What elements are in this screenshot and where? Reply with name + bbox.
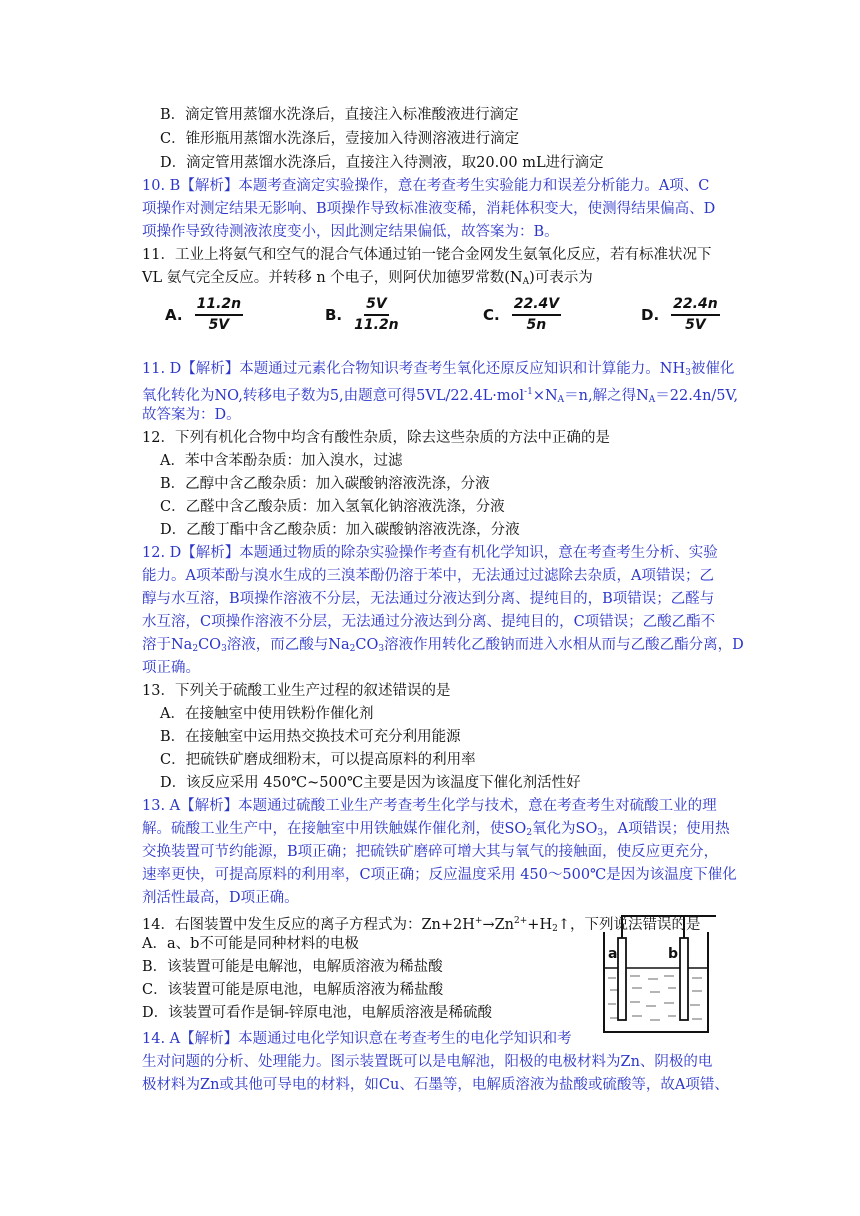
q12-option-a: A．苯中含苯酚杂质：加入溴水，过滤	[160, 453, 403, 469]
subscript: A	[557, 395, 565, 405]
q13-option-a: A．在接触室中使用铁粉作催化剂	[160, 706, 374, 722]
text: ↑，下列说法错误的是	[557, 917, 701, 933]
q13-explanation-line-4: 速率更快，可提高原料的利用率，C项正确；反应温度采用 450～500℃是因为该温度下催化	[142, 867, 737, 883]
text: 14．右图装置中发生反应的离子方程式为：Zn+2H	[142, 917, 475, 933]
text: 溶液作用转化乙酸钠而进入水相从而与乙酸乙酯分离，D	[384, 637, 744, 653]
denominator: 5V	[208, 317, 230, 333]
q12-explanation-line-5	[142, 634, 744, 658]
text: 氧化为SO	[532, 821, 598, 837]
option-letter: B.	[325, 306, 343, 324]
text: 被催化	[690, 361, 735, 377]
electrode-a-label: a	[608, 946, 618, 962]
q10-explanation-line-3: 项操作导致待测液浓度变小，因此测定结果偏低，故答案为：B。	[142, 224, 559, 240]
text: 溶液，而乙酸与Na	[226, 637, 350, 653]
q11-option-a	[165, 296, 243, 334]
text: 溶于Na	[142, 637, 193, 653]
option-letter: C.	[483, 306, 500, 324]
q11-stem-text-end: )可表示为	[529, 270, 593, 286]
text: ＝22.4n/5V,	[655, 388, 739, 404]
superscript: 2+	[514, 916, 528, 926]
text: 11. D【解析】本题通过元素化合物知识考查考生氧化还原反应知识和计算能力。NH	[142, 361, 686, 377]
q11-explanation-line-2	[142, 381, 738, 405]
q10-explanation-line-2: 项操作对测定结果无影响、B项操作导致标准液变稀，消耗体积变大，使测得结果偏高、D	[142, 201, 716, 217]
q14-explanation-line-1: 14. A【解析】本题通过电化学知识意在考查考生的电化学知识和考	[142, 1031, 572, 1047]
q13-option-c: C．把硫铁矿磨成细粉末，可以提高原料的利用率	[160, 752, 476, 768]
subscript: 2	[526, 828, 533, 838]
q13-explanation-line-1: 13. A【解析】本题通过硫酸工业生产考查考生化学与技术，意在考查考生对硫酸工业的理	[142, 798, 717, 814]
text: ，A项错误；使用热	[603, 821, 730, 837]
q10-option-d: D．滴定管用蒸馏水洗涤后，直接注入待测液，取20.00 mL进行滴定	[160, 155, 604, 171]
fraction	[354, 296, 399, 334]
q14-option-a: A．a、b不可能是同种材料的电极	[142, 936, 359, 952]
electrode-a	[618, 938, 626, 1020]
electrolytic-cell-diagram	[588, 908, 720, 1036]
q14-explanation-line-3: 极材料为Zn或其他可导电的材料，如Cu、石墨等，电解质溶液为盐酸或硫酸等，故A项错、	[142, 1077, 729, 1093]
subscript: 3	[378, 644, 385, 654]
q10-option-c: C．锥形瓶用蒸馏水洗涤后，壹接加入待测溶液进行滴定	[160, 131, 520, 147]
numerator: 5V	[364, 296, 389, 316]
numerator: 11.2n	[195, 296, 244, 316]
text: CO	[198, 637, 222, 653]
denominator: 5n	[526, 317, 547, 333]
fraction	[512, 296, 561, 334]
q13-stem: 13．下列关于硫酸工业生产过程的叙述错误的是	[142, 683, 451, 699]
q12-explanation-line-4: 水互溶，C项操作溶液不分层，无法通过分液达到分离、提纯目的，C项错误；乙酸乙酯不	[142, 614, 716, 630]
q11-option-d	[641, 296, 720, 334]
q11-options	[165, 296, 725, 340]
q12-stem: 12．下列有机化合物中均含有酸性杂质，除去这些杂质的方法中正确的是	[142, 430, 610, 446]
fraction	[671, 296, 720, 334]
denominator: 5V	[685, 317, 706, 333]
q13-explanation-line-5: 剂活性最高，D项正确。	[142, 890, 299, 906]
q13-explanation-line-3: 交换装置可节约能源，B项正确；把硫铁矿磨碎可增大其与氧气的接触面，使反应更充分，	[142, 844, 719, 860]
q12-explanation-line-6: 项正确。	[142, 660, 200, 676]
text: ×N	[532, 388, 558, 404]
fraction	[195, 296, 244, 334]
q11-stem-sub: A	[522, 277, 530, 287]
option-letter: D.	[641, 306, 660, 324]
numerator: 22.4V	[512, 296, 561, 316]
q13-option-d: D．该反应采用 450℃~500℃主要是因为该温度下催化剂活性好	[160, 775, 581, 791]
q12-option-d: D．乙酸丁酯中含乙酸杂质：加入碳酸钠溶液洗涤，分液	[160, 522, 520, 538]
q11-option-b	[325, 296, 399, 334]
q14-option-b: B．该装置可能是电解池，电解质溶液为稀盐酸	[142, 959, 443, 975]
subscript: A	[648, 395, 656, 405]
subscript: 3	[597, 828, 604, 838]
q11-stem-text: VL 氨气完全反应。并转移 n 个电子，则阿伏加德罗常数(N	[142, 270, 523, 286]
subscript: 2	[349, 644, 356, 654]
electrode-b	[680, 938, 688, 1020]
text: +H	[527, 917, 553, 933]
subscript: 2	[192, 644, 199, 654]
superscript: -1	[524, 387, 533, 397]
superscript: +	[474, 916, 483, 926]
text: →Zn	[482, 917, 515, 933]
q12-explanation-line-2: 能力。A项苯酚与溴水生成的三溴苯酚仍溶于苯中，无法通过过滤除去杂质，A项错误；乙	[142, 568, 714, 584]
q14-option-d: D．该装置可看作是铜-锌原电池，电解质溶液是稀硫酸	[142, 1005, 493, 1021]
q13-option-b: B．在接触室中运用热交换技术可充分利用能源	[160, 729, 461, 745]
q11-stem-line-1: 11．工业上将氨气和空气的混合气体通过铂一铑合金网发生氨氧化反应，若有标准状况下	[142, 247, 712, 263]
subscript: 2	[552, 924, 558, 934]
q13-explanation-line-2	[142, 818, 730, 842]
text: ＝n,解之得N	[564, 388, 649, 404]
text: 氧化转化为NO,转移电子数为5,由题意可得5VL/22.4L·mol	[142, 388, 525, 404]
q11-stem-line-2	[142, 267, 593, 291]
q14-explanation-line-2: 生对问题的分析、处理能力。图示装置既可以是电解池，阳极的电极材料为Zn、阴极的电	[142, 1054, 713, 1070]
q12-explanation-line-3: 醇与水互溶，B项操作溶液不分层，无法通过分液达到分离、提纯目的，B项错误；乙醛与	[142, 591, 715, 607]
q12-explanation-line-1: 12. D【解析】本题通过物质的除杂实验操作考查有机化学知识，意在考查考生分析、实验	[142, 545, 718, 561]
text: CO	[355, 637, 379, 653]
subscript: 3	[221, 644, 227, 654]
q10-option-b: B．滴定管用蒸馏水洗涤后，直接注入标准酸液进行滴定	[160, 107, 519, 123]
subscript: 3	[685, 368, 691, 378]
q12-option-b: B．乙醇中含乙酸杂质：加入碳酸钠溶液洗涤，分液	[160, 476, 490, 492]
option-letter: A.	[165, 306, 183, 324]
q11-option-c	[483, 296, 561, 334]
electrode-b-label: b	[668, 946, 679, 962]
denominator: 11.2n	[354, 317, 399, 333]
q11-explanation-line-1	[142, 358, 734, 382]
text: 解。硫酸工业生产中，在接触室中用铁触媒作催化剂，使SO	[142, 821, 527, 837]
q12-option-c: C．乙醛中含乙酸杂质：加入氢氧化钠溶液洗涤，分液	[160, 499, 505, 515]
numerator: 22.4n	[671, 296, 720, 316]
q14-option-c: C．该装置可能是原电池，电解质溶液为稀盐酸	[142, 982, 444, 998]
q10-explanation-line-1: 10. B【解析】本题考查滴定实验操作，意在考查考生实验能力和误差分析能力。A项、C	[142, 178, 710, 194]
q11-explanation-line-3: 故答案为：D。	[142, 407, 241, 423]
